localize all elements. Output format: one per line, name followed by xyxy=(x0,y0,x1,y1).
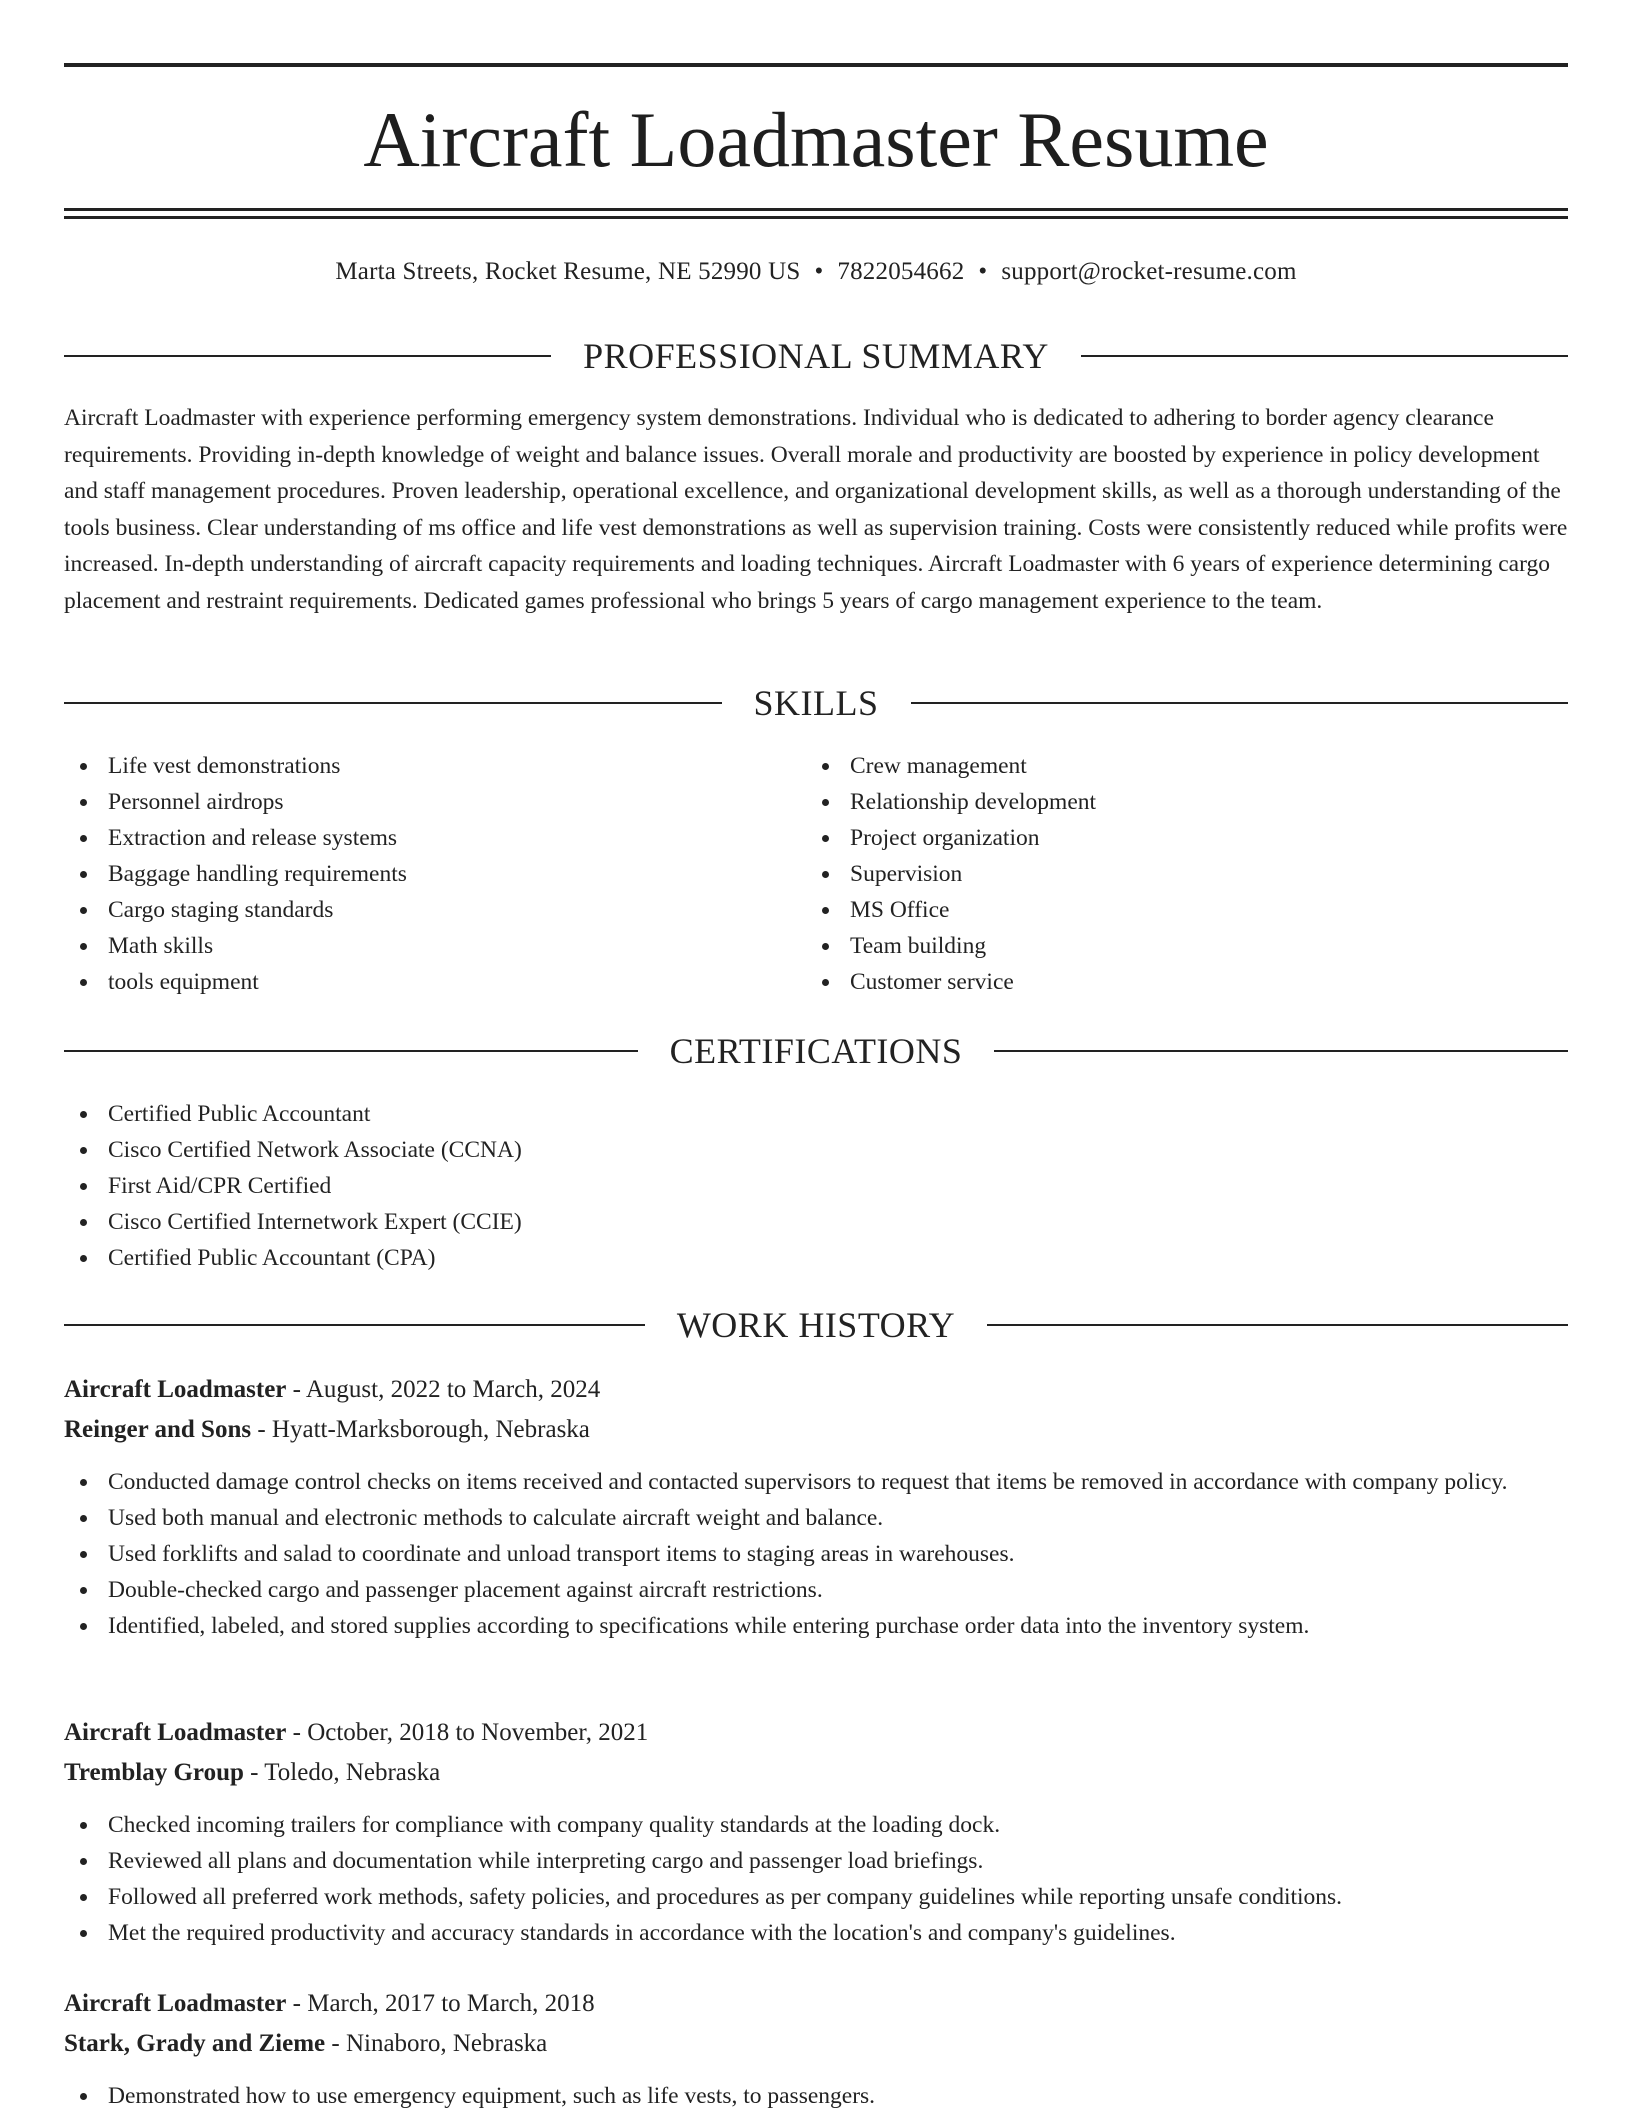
heading-rule-right xyxy=(994,1050,1568,1052)
contact-line xyxy=(64,254,1568,290)
heading-rule-right xyxy=(987,1324,1568,1326)
job-role: Aircraft Loadmaster xyxy=(64,1376,287,1403)
skill-item: Baggage handling requirements xyxy=(64,856,804,892)
skills-heading xyxy=(64,681,1568,725)
certification-item: Cisco Certified Internetwork Expert (CCIE) xyxy=(64,1204,1568,1240)
certifications-list xyxy=(64,1096,1568,1276)
job-entry xyxy=(64,1370,1568,1644)
job-dates: - August, 2022 to March, 2024 xyxy=(286,1376,601,1403)
job-bullet: Followed all preferred work methods, safety policies, and procedures as per company guidelines while reporting unsafe conditions. xyxy=(64,1879,1568,1915)
skill-item: Math skills xyxy=(64,928,804,964)
skill-item: Crew management xyxy=(806,748,1546,784)
heading-rule-left xyxy=(64,1050,638,1052)
job-company: Stark, Grady and Zieme xyxy=(64,2030,326,2057)
certification-item: Certified Public Accountant xyxy=(64,1096,1568,1132)
job-dates: - October, 2018 to November, 2021 xyxy=(286,1719,649,1746)
heading-rule-right xyxy=(1081,355,1568,357)
contact-email: support@rocket-resume.com xyxy=(1001,258,1297,285)
heading-rule-right xyxy=(911,702,1569,704)
job-bullet: Identified, labeled, and stored supplies according to specifications while entering purchase order data into the inventory system. xyxy=(64,1608,1568,1644)
job-title-line xyxy=(64,1370,1568,1410)
contact-separator: • xyxy=(978,258,988,285)
certifications-heading-label: CERTIFICATIONS xyxy=(669,1031,963,1071)
skill-item: Life vest demonstrations xyxy=(64,748,804,784)
heading-rule-left xyxy=(64,1324,645,1326)
job-bullet: Demonstrated how to use emergency equipment, such as life vests, to passengers. xyxy=(64,2078,1568,2114)
job-bullet: Checked incoming trailers for compliance with company quality standards at the loading dock. xyxy=(64,1807,1568,1843)
job-role: Aircraft Loadmaster xyxy=(64,1719,287,1746)
job-entry xyxy=(64,1713,1568,1951)
skill-item: Customer service xyxy=(806,964,1546,1000)
heading-rule-left xyxy=(64,355,551,357)
summary-heading xyxy=(64,334,1568,378)
contact-separator: • xyxy=(814,258,824,285)
skill-item: tools equipment xyxy=(64,964,804,1000)
top-rule xyxy=(64,63,1568,67)
skills-heading-label: SKILLS xyxy=(753,683,879,723)
job-entry xyxy=(64,1984,1568,2114)
certification-item: First Aid/CPR Certified xyxy=(64,1168,1568,1204)
summary-heading-label: PROFESSIONAL SUMMARY xyxy=(583,336,1049,376)
certification-item: Cisco Certified Network Associate (CCNA) xyxy=(64,1132,1568,1168)
title-rule-lower xyxy=(64,216,1568,219)
job-company-line xyxy=(64,1753,1568,1793)
resume-title: Aircraft Loadmaster Resume xyxy=(363,96,1269,183)
skill-item: Cargo staging standards xyxy=(64,892,804,928)
job-bullet: Double-checked cargo and passenger placement against aircraft restrictions. xyxy=(64,1572,1568,1608)
job-dates: - March, 2017 to March, 2018 xyxy=(286,1990,595,2017)
certification-item: Certified Public Accountant (CPA) xyxy=(64,1240,1568,1276)
skill-item: Team building xyxy=(806,928,1546,964)
contact-phone: 7822054662 xyxy=(837,258,965,285)
job-bullets xyxy=(64,1807,1568,1951)
work-history-heading xyxy=(64,1303,1568,1347)
job-bullet: Met the required productivity and accuracy standards in accordance with the location's and company's guidelines. xyxy=(64,1915,1568,1951)
skill-item: Extraction and release systems xyxy=(64,820,804,856)
summary-text: Aircraft Loadmaster with experience performing emergency system demonstrations. Individual who is dedicated to adhering to border agency clearance requirements. Providing in-depth knowledge of weight and balance issues. Overall morale and productivity are boosted by experience in policy development and staff management procedures. Proven leadership, operational excellence, and organizational development skills, as well as a thorough understanding of the tools business. Clear understanding of ms office and life vest demonstrations as well as supervision training. Costs were consistently reduced while profits were increased. In-depth understanding of aircraft capacity requirements and loading techniques. Aircraft Loadmaster with 6 years of experience determining cargo placement and restraint requirements. Dedicated games professional who brings 5 years of cargo management experience to the team. xyxy=(64,405,1568,614)
work-history-heading-label: WORK HISTORY xyxy=(676,1305,956,1345)
job-bullet: Reviewed all plans and documentation while interpreting cargo and passenger load briefings. xyxy=(64,1843,1568,1879)
heading-rule-left xyxy=(64,702,722,704)
job-location: - Toledo, Nebraska xyxy=(243,1759,441,1786)
job-company-line xyxy=(64,1410,1568,1450)
title-rule-upper xyxy=(64,208,1568,211)
certifications-heading xyxy=(64,1029,1568,1073)
job-bullet: Used both manual and electronic methods to calculate aircraft weight and balance. xyxy=(64,1500,1568,1536)
skill-item: Supervision xyxy=(806,856,1546,892)
job-bullet: Used forklifts and salad to coordinate and unload transport items to staging areas in warehouses. xyxy=(64,1536,1568,1572)
job-company: Reinger and Sons xyxy=(64,1416,252,1443)
job-bullet: Conducted damage control checks on items received and contacted supervisors to request that items be removed in accordance with company policy. xyxy=(64,1464,1568,1500)
contact-address: Marta Streets, Rocket Resume, NE 52990 US xyxy=(335,258,801,285)
job-bullets xyxy=(64,1464,1568,1644)
skill-item: Project organization xyxy=(806,820,1546,856)
skill-item: Relationship development xyxy=(806,784,1546,820)
job-title-line xyxy=(64,1984,1568,2024)
job-location: - Ninaboro, Nebraska xyxy=(325,2030,548,2057)
job-company: Tremblay Group xyxy=(64,1759,244,1786)
skills-list-left xyxy=(64,748,804,1000)
skills-list-right xyxy=(806,748,1546,1000)
job-company-line xyxy=(64,2024,1568,2064)
skill-item: MS Office xyxy=(806,892,1546,928)
job-title-line xyxy=(64,1713,1568,1753)
job-location: - Hyatt-Marksborough, Nebraska xyxy=(251,1416,590,1443)
job-role: Aircraft Loadmaster xyxy=(64,1990,287,2017)
skill-item: Personnel airdrops xyxy=(64,784,804,820)
job-bullets xyxy=(64,2078,1568,2114)
